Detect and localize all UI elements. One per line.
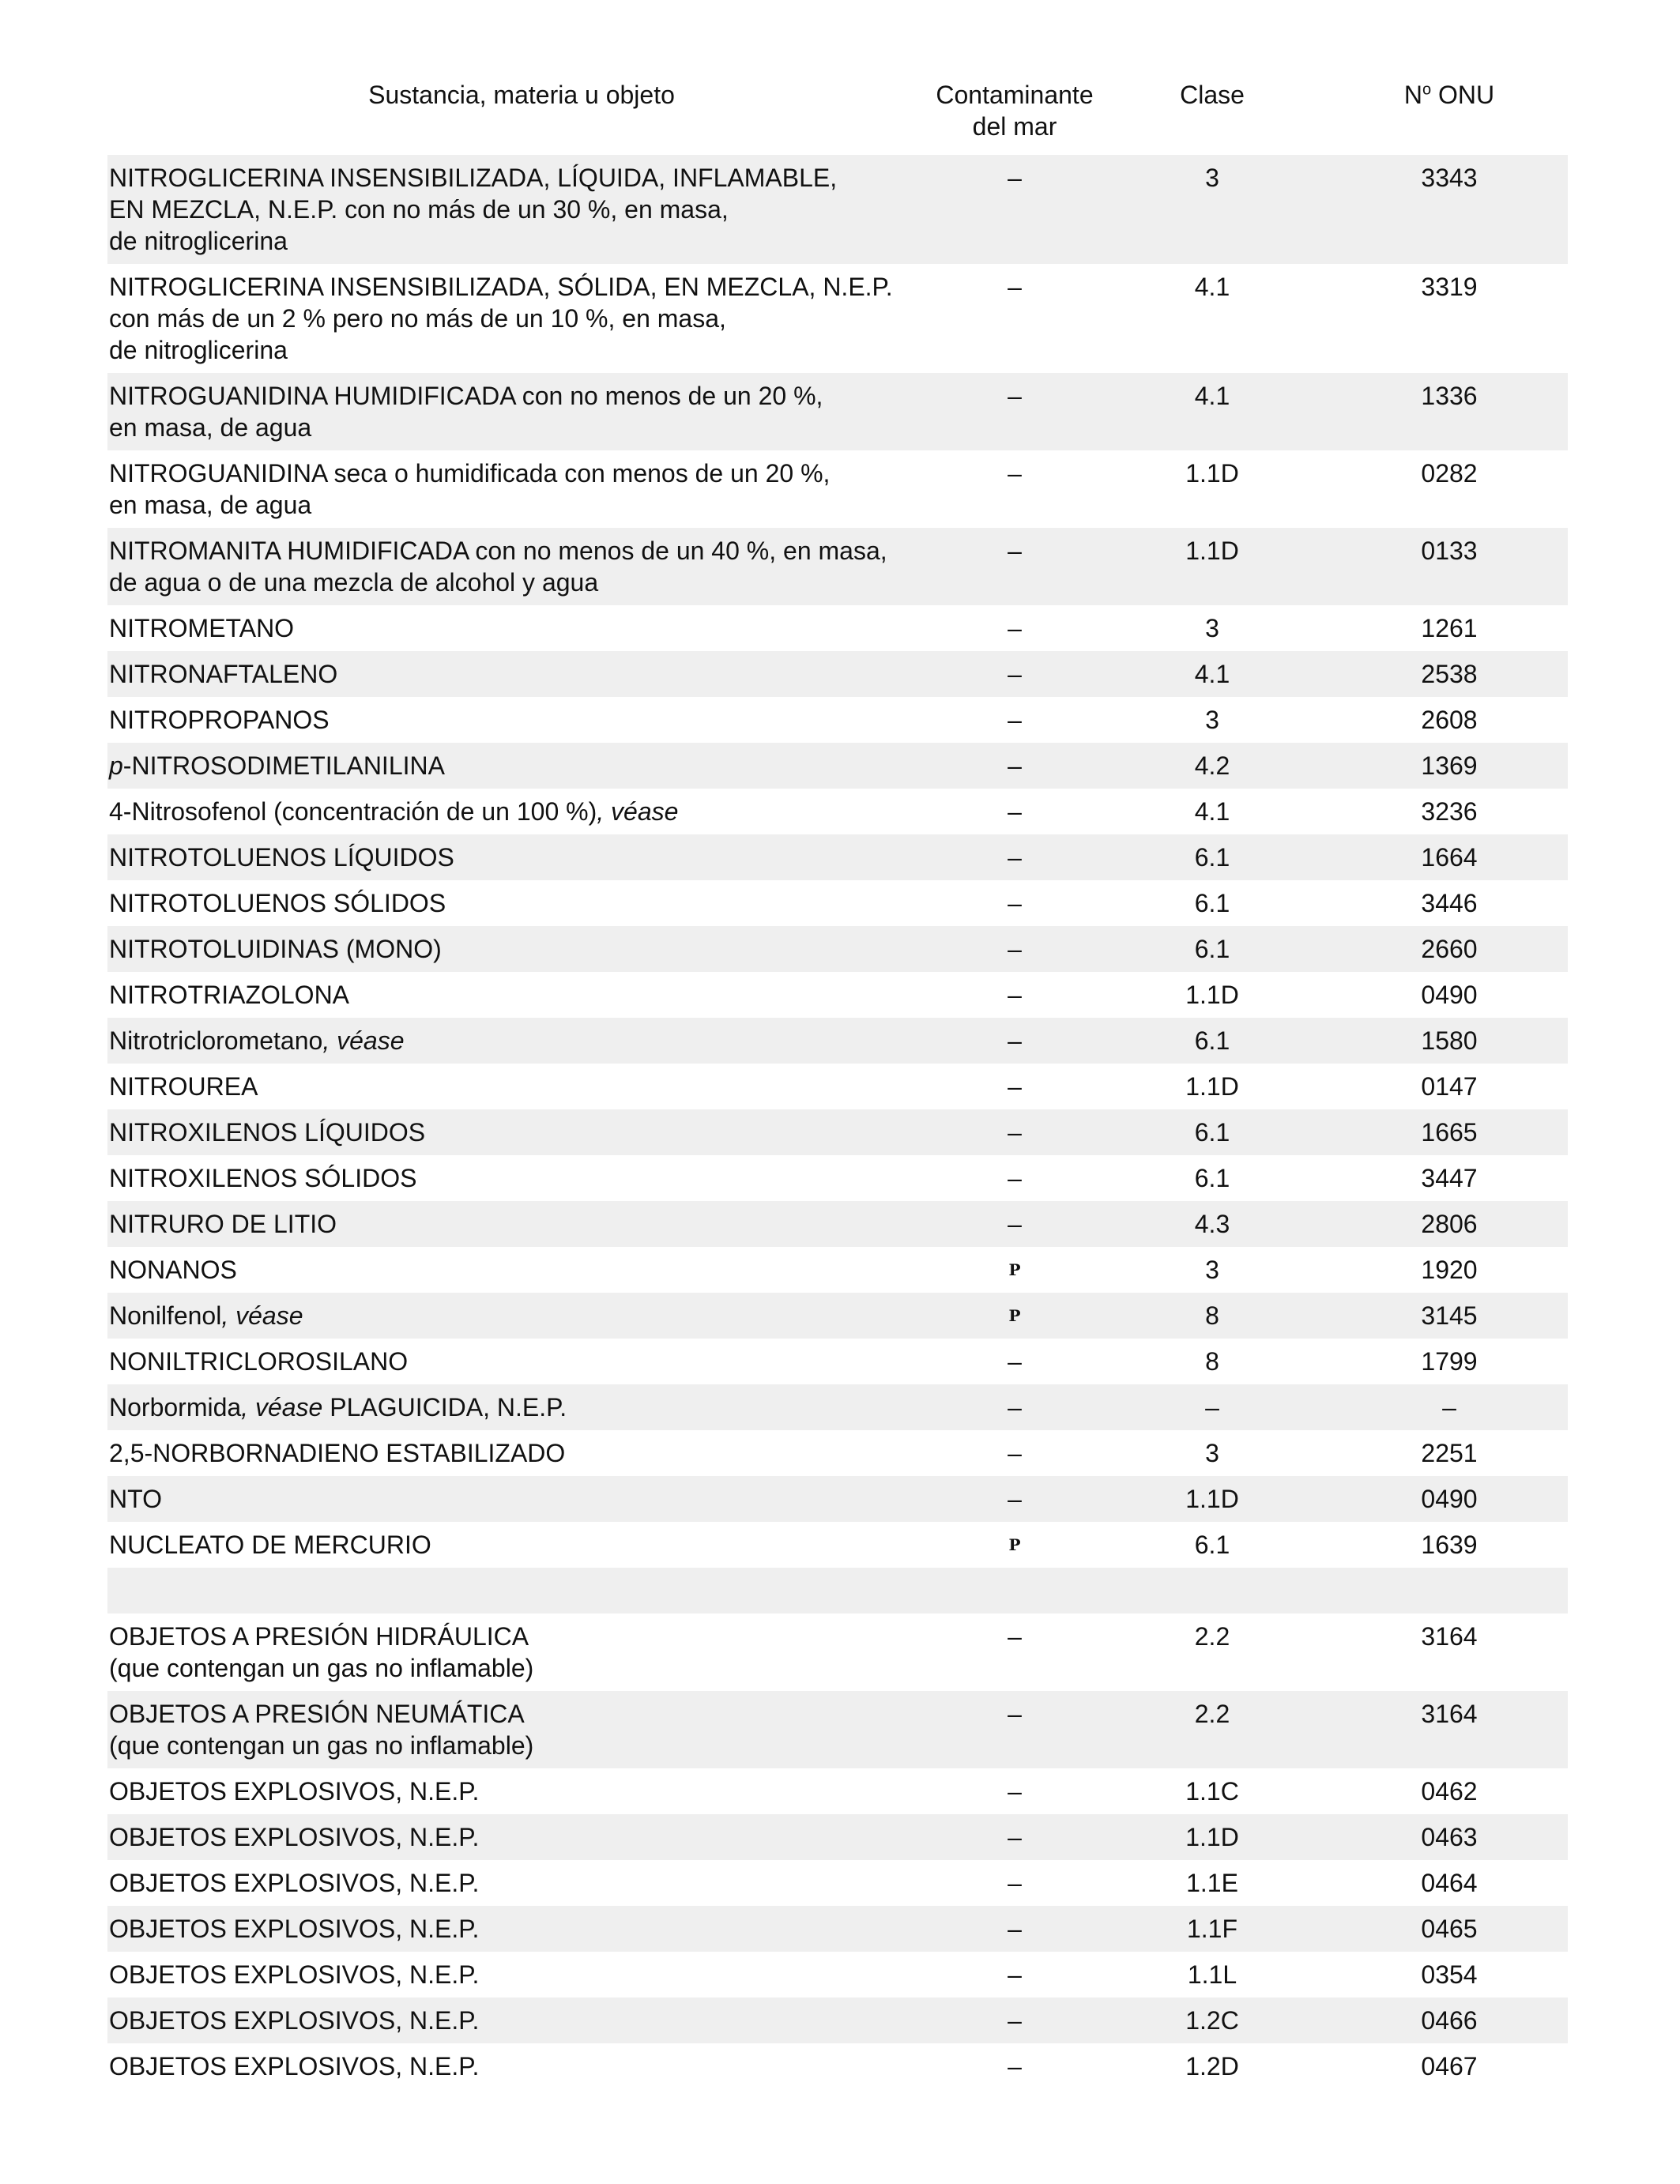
substance-text: OBJETOS EXPLOSIVOS, N.E.P. <box>109 1915 480 1943</box>
header-un-number <box>1331 79 1568 155</box>
cell-un-number: 3236 <box>1331 789 1568 834</box>
marine-pollutant-mark: P <box>936 1247 1094 1293</box>
cell-marine-pollutant <box>936 1568 1094 1614</box>
substance-line <box>109 1821 936 1853</box>
substance-line <box>109 489 936 521</box>
cell-class: 8 <box>1094 1339 1331 1384</box>
cell-substance <box>107 1339 936 1384</box>
table-row <box>107 651 1568 697</box>
substance-text: PLAGUICIDA, N.E.P. <box>322 1393 567 1421</box>
cell-substance <box>107 528 936 605</box>
substance-line <box>109 458 936 489</box>
substance-text: Nitrotriclorometano <box>109 1026 323 1055</box>
cell-un-number: 1920 <box>1331 1247 1568 1293</box>
table-row <box>107 1476 1568 1522</box>
cell-marine-pollutant: – <box>936 1109 1094 1155</box>
substance-text: OBJETOS EXPLOSIVOS, N.E.P. <box>109 2006 480 2035</box>
table-row <box>107 605 1568 651</box>
cell-marine-pollutant: – <box>936 1155 1094 1201</box>
substance-text: NITROXILENOS SÓLIDOS <box>109 1164 417 1192</box>
cell-class: 3 <box>1094 1430 1331 1476</box>
table-row <box>107 1293 1568 1339</box>
substance-line <box>109 225 936 257</box>
table-row <box>107 972 1568 1018</box>
table-body <box>107 155 1568 2089</box>
table-row <box>107 2043 1568 2089</box>
substance-text: NITROMETANO <box>109 614 295 642</box>
cell-un-number: – <box>1331 1384 1568 1430</box>
substance-text: NITROTOLUIDINAS (MONO) <box>109 935 442 963</box>
substance-text: -NITROSODIMETILANILINA <box>122 751 445 780</box>
substance-text: (que contengan un gas no inflamable) <box>109 1731 534 1760</box>
table-row <box>107 155 1568 264</box>
substance-line <box>109 1959 936 1990</box>
table-row <box>107 1691 1568 1768</box>
substance-text-italic: , véase <box>597 797 679 826</box>
substance-line <box>109 2050 936 2082</box>
cell-un-number: 0354 <box>1331 1952 1568 1998</box>
cell-class: 4.1 <box>1094 373 1331 450</box>
substance-text-italic: p <box>109 751 123 780</box>
substance-line <box>109 271 936 303</box>
cell-class: 2.2 <box>1094 1691 1331 1768</box>
cell-class: 1.1E <box>1094 1860 1331 1906</box>
table-row <box>107 1201 1568 1247</box>
cell-class: 6.1 <box>1094 1522 1331 1568</box>
cell-marine-pollutant: – <box>936 1201 1094 1247</box>
substance-text: Norbormida <box>109 1393 242 1421</box>
substance-text: NITROGLICERINA INSENSIBILIZADA, LÍQUIDA, INFLAMABLE, <box>109 164 838 192</box>
cell-substance <box>107 373 936 450</box>
cell-un-number: 0147 <box>1331 1064 1568 1109</box>
cell-class: 3 <box>1094 155 1331 264</box>
substance-text: de nitroglicerina <box>109 227 288 255</box>
cell-un-number: 1580 <box>1331 1018 1568 1064</box>
substance-text-italic: , véase <box>221 1301 303 1330</box>
cell-substance <box>107 1952 936 1998</box>
substance-text: NITROUREA <box>109 1072 258 1101</box>
table-row <box>107 1568 1568 1614</box>
substance-line <box>109 567 936 598</box>
cell-un-number: 3145 <box>1331 1293 1568 1339</box>
cell-substance <box>107 789 936 834</box>
header-un-superscript: o <box>1422 81 1432 99</box>
cell-marine-pollutant: – <box>936 1860 1094 1906</box>
cell-un-number: 0490 <box>1331 1476 1568 1522</box>
cell-class: 1.2C <box>1094 1998 1331 2043</box>
substance-line <box>109 334 936 366</box>
cell-marine-pollutant: – <box>936 880 1094 926</box>
cell-substance <box>107 605 936 651</box>
substance-text: OBJETOS A PRESIÓN HIDRÁULICA <box>109 1622 529 1651</box>
cell-un-number: 0490 <box>1331 972 1568 1018</box>
cell-substance <box>107 834 936 880</box>
cell-un-number: 2538 <box>1331 651 1568 697</box>
substance-text: 4-Nitrosofenol (concentración de un 100 %) <box>109 797 597 826</box>
substance-line <box>109 842 936 873</box>
cell-un-number: 1369 <box>1331 743 1568 789</box>
substance-text: NITROGUANIDINA HUMIDIFICADA con no menos de un 20 %, <box>109 382 823 410</box>
substance-text: NUCLEATO DE MERCURIO <box>109 1531 431 1559</box>
substance-text-italic: , véase <box>241 1393 323 1421</box>
cell-marine-pollutant: – <box>936 373 1094 450</box>
cell-substance <box>107 264 936 373</box>
substance-text: en masa, de agua <box>109 413 312 442</box>
cell-class: 1.1D <box>1094 972 1331 1018</box>
cell-marine-pollutant: – <box>936 1952 1094 1998</box>
substance-text: NITROMANITA HUMIDIFICADA con no menos de un 40 %, en masa, <box>109 537 887 565</box>
table-row <box>107 1522 1568 1568</box>
cell-marine-pollutant: – <box>936 1906 1094 1952</box>
cell-class: 2.2 <box>1094 1614 1331 1691</box>
cell-un-number: 3343 <box>1331 155 1568 264</box>
substance-line <box>109 535 936 567</box>
cell-substance <box>107 1064 936 1109</box>
substance-line <box>109 380 936 412</box>
substance-text: NITROGLICERINA INSENSIBILIZADA, SÓLIDA, EN MEZCLA, N.E.P. <box>109 273 893 301</box>
cell-un-number: 0282 <box>1331 450 1568 528</box>
cell-un-number: 0133 <box>1331 528 1568 605</box>
substance-text-italic: , véase <box>322 1026 405 1055</box>
substance-text: Nonilfenol <box>109 1301 222 1330</box>
substance-text: con más de un 2 % pero no más de un 10 %, en masa, <box>109 304 726 333</box>
table-row <box>107 789 1568 834</box>
cell-substance <box>107 651 936 697</box>
substance-text: en masa, de agua <box>109 491 312 519</box>
table-row <box>107 528 1568 605</box>
cell-substance <box>107 1860 936 1906</box>
cell-un-number: 3164 <box>1331 1614 1568 1691</box>
cell-class: 1.1D <box>1094 1064 1331 1109</box>
cell-class: 1.1F <box>1094 1906 1331 1952</box>
table-row <box>107 743 1568 789</box>
cell-marine-pollutant: – <box>936 926 1094 972</box>
substance-line <box>109 1652 936 1684</box>
cell-un-number: 2806 <box>1331 1201 1568 1247</box>
cell-marine-pollutant: – <box>936 972 1094 1018</box>
substance-line <box>109 1867 936 1899</box>
document-page <box>107 79 1568 2089</box>
cell-un-number: 2251 <box>1331 1430 1568 1476</box>
cell-class <box>1094 1568 1331 1614</box>
cell-un-number: 3446 <box>1331 880 1568 926</box>
cell-class: – <box>1094 1384 1331 1430</box>
substance-text: NITROPROPANOS <box>109 706 330 734</box>
table-row <box>107 1860 1568 1906</box>
cell-substance <box>107 1906 936 1952</box>
cell-marine-pollutant: – <box>936 605 1094 651</box>
cell-un-number: 0466 <box>1331 1998 1568 2043</box>
cell-substance <box>107 1522 936 1568</box>
substance-text: OBJETOS A PRESIÓN NEUMÁTICA <box>109 1700 525 1728</box>
substance-text: NITRURO DE LITIO <box>109 1210 337 1238</box>
cell-un-number: 0467 <box>1331 2043 1568 2089</box>
cell-substance <box>107 1018 936 1064</box>
cell-substance <box>107 1109 936 1155</box>
cell-substance <box>107 1384 936 1430</box>
substance-text: OBJETOS EXPLOSIVOS, N.E.P. <box>109 1869 480 1897</box>
table-header <box>107 79 1568 155</box>
table-row <box>107 1998 1568 2043</box>
cell-class: 4.3 <box>1094 1201 1331 1247</box>
cell-substance <box>107 697 936 743</box>
cell-un-number: 0462 <box>1331 1768 1568 1814</box>
cell-un-number: 0463 <box>1331 1814 1568 1860</box>
cell-marine-pollutant: – <box>936 528 1094 605</box>
cell-marine-pollutant: – <box>936 1064 1094 1109</box>
header-un-prefix: N <box>1403 81 1422 109</box>
substance-line <box>109 1162 936 1194</box>
cell-marine-pollutant: – <box>936 1339 1094 1384</box>
cell-marine-pollutant: – <box>936 651 1094 697</box>
cell-marine-pollutant: – <box>936 1614 1094 1691</box>
cell-substance <box>107 743 936 789</box>
substance-line <box>109 2005 936 2036</box>
cell-un-number: 1336 <box>1331 373 1568 450</box>
table-row <box>107 1768 1568 1814</box>
cell-un-number: 1639 <box>1331 1522 1568 1568</box>
header-marine-pollutant-line1: Contaminante <box>936 81 1094 109</box>
table-row <box>107 1064 1568 1109</box>
substance-line <box>109 1529 936 1561</box>
substance-text: NITRONAFTALENO <box>109 660 338 688</box>
substance-text: NITROXILENOS LÍQUIDOS <box>109 1118 426 1147</box>
substance-line <box>109 412 936 443</box>
cell-un-number: 0465 <box>1331 1906 1568 1952</box>
table-row <box>107 1814 1568 1860</box>
substance-line <box>109 1730 936 1761</box>
cell-un-number: 1799 <box>1331 1339 1568 1384</box>
cell-un-number: 0464 <box>1331 1860 1568 1906</box>
substance-line <box>109 979 936 1011</box>
cell-class: 1.1D <box>1094 1814 1331 1860</box>
substance-text: OBJETOS EXPLOSIVOS, N.E.P. <box>109 2052 480 2080</box>
cell-class: 6.1 <box>1094 1018 1331 1064</box>
header-un-suffix: ONU <box>1431 81 1495 109</box>
table-row <box>107 1247 1568 1293</box>
cell-marine-pollutant: – <box>936 450 1094 528</box>
cell-substance <box>107 2043 936 2089</box>
substance-line <box>109 1775 936 1807</box>
cell-substance <box>107 1568 936 1614</box>
substance-line <box>109 1391 936 1423</box>
cell-class: 1.1D <box>1094 528 1331 605</box>
cell-class: 3 <box>1094 697 1331 743</box>
cell-substance <box>107 155 936 264</box>
substance-line <box>109 194 936 225</box>
table-row <box>107 1952 1568 1998</box>
cell-class: 6.1 <box>1094 834 1331 880</box>
cell-un-number: 2660 <box>1331 926 1568 972</box>
cell-class: 1.2D <box>1094 2043 1331 2089</box>
table-row <box>107 1155 1568 1201</box>
cell-un-number: 1261 <box>1331 605 1568 651</box>
substance-line <box>109 1025 936 1056</box>
cell-un-number: 3447 <box>1331 1155 1568 1201</box>
substance-text: OBJETOS EXPLOSIVOS, N.E.P. <box>109 1960 480 1989</box>
cell-marine-pollutant: – <box>936 1384 1094 1430</box>
substance-line <box>109 303 936 334</box>
marine-pollutant-mark: P <box>936 1522 1094 1568</box>
cell-class: 4.1 <box>1094 651 1331 697</box>
substance-text: (que contengan un gas no inflamable) <box>109 1654 534 1682</box>
substance-line <box>109 1621 936 1652</box>
substance-line <box>109 1208 936 1240</box>
substance-line <box>109 1437 936 1469</box>
marine-pollutant-mark: P <box>936 1293 1094 1339</box>
cell-marine-pollutant: – <box>936 1430 1094 1476</box>
substance-text: NITROTOLUENOS SÓLIDOS <box>109 889 446 917</box>
cell-marine-pollutant: – <box>936 264 1094 373</box>
substance-line <box>109 1913 936 1945</box>
substance-line <box>109 612 936 644</box>
cell-marine-pollutant: – <box>936 743 1094 789</box>
cell-class: 4.1 <box>1094 264 1331 373</box>
table-row <box>107 1906 1568 1952</box>
cell-class: 6.1 <box>1094 1155 1331 1201</box>
cell-substance <box>107 1155 936 1201</box>
cell-substance <box>107 926 936 972</box>
cell-un-number: 3164 <box>1331 1691 1568 1768</box>
cell-substance <box>107 972 936 1018</box>
cell-marine-pollutant: – <box>936 2043 1094 2089</box>
substance-text: de nitroglicerina <box>109 336 288 364</box>
cell-substance <box>107 1476 936 1522</box>
cell-class: 6.1 <box>1094 926 1331 972</box>
cell-un-number: 1664 <box>1331 834 1568 880</box>
substance-line <box>109 1116 936 1148</box>
cell-substance <box>107 1293 936 1339</box>
dangerous-goods-table <box>107 79 1568 2089</box>
substance-text: NTO <box>109 1485 162 1513</box>
cell-substance <box>107 1247 936 1293</box>
table-row <box>107 880 1568 926</box>
substance-text: EN MEZCLA, N.E.P. con no más de un 30 %, en masa, <box>109 195 729 224</box>
substance-text: NITROGUANIDINA seca o humidificada con menos de un 20 %, <box>109 459 831 488</box>
header-substance: Sustancia, materia u objeto <box>368 81 675 109</box>
header-marine-pollutant <box>936 79 1094 155</box>
cell-class: 1.1L <box>1094 1952 1331 1998</box>
header-class: Clase <box>1180 81 1245 109</box>
cell-marine-pollutant: – <box>936 155 1094 264</box>
substance-line <box>109 1071 936 1102</box>
substance-line <box>109 162 936 194</box>
table-row <box>107 926 1568 972</box>
cell-class: 6.1 <box>1094 880 1331 926</box>
substance-line <box>109 704 936 736</box>
cell-substance <box>107 1691 936 1768</box>
cell-class: 1.1D <box>1094 450 1331 528</box>
cell-substance <box>107 880 936 926</box>
table-row <box>107 697 1568 743</box>
substance-text: NONANOS <box>109 1256 237 1284</box>
substance-line <box>109 1698 936 1730</box>
cell-marine-pollutant: – <box>936 834 1094 880</box>
table-row <box>107 1109 1568 1155</box>
cell-class: 1.1C <box>1094 1768 1331 1814</box>
cell-class: 8 <box>1094 1293 1331 1339</box>
cell-un-number <box>1331 1568 1568 1614</box>
cell-class: 4.2 <box>1094 743 1331 789</box>
cell-substance <box>107 1430 936 1476</box>
cell-class: 3 <box>1094 605 1331 651</box>
table-row <box>107 834 1568 880</box>
substance-text: OBJETOS EXPLOSIVOS, N.E.P. <box>109 1823 480 1851</box>
table-row <box>107 1018 1568 1064</box>
substance-text: NITROTOLUENOS LÍQUIDOS <box>109 843 454 872</box>
substance-text: 2,5-NORBORNADIENO ESTABILIZADO <box>109 1439 566 1467</box>
substance-text: OBJETOS EXPLOSIVOS, N.E.P. <box>109 1777 480 1806</box>
cell-un-number: 2608 <box>1331 697 1568 743</box>
table-row <box>107 1614 1568 1691</box>
cell-marine-pollutant: – <box>936 1814 1094 1860</box>
table-row <box>107 264 1568 373</box>
substance-line <box>109 1300 936 1331</box>
substance-line <box>109 933 936 965</box>
cell-class: 1.1D <box>1094 1476 1331 1522</box>
table-row <box>107 373 1568 450</box>
substance-line <box>109 1346 936 1377</box>
cell-marine-pollutant: – <box>936 1768 1094 1814</box>
substance-text: NITROTRIAZOLONA <box>109 981 350 1009</box>
table-row <box>107 1339 1568 1384</box>
cell-substance <box>107 1814 936 1860</box>
cell-substance <box>107 1768 936 1814</box>
cell-substance <box>107 1201 936 1247</box>
cell-marine-pollutant: – <box>936 1691 1094 1768</box>
substance-line <box>109 750 936 781</box>
substance-line <box>109 658 936 690</box>
cell-marine-pollutant: – <box>936 1476 1094 1522</box>
substance-text: de agua o de una mezcla de alcohol y agua <box>109 568 599 597</box>
substance-line <box>109 1254 936 1286</box>
cell-class: 6.1 <box>1094 1109 1331 1155</box>
cell-class: 4.1 <box>1094 789 1331 834</box>
cell-substance <box>107 1614 936 1691</box>
cell-marine-pollutant: – <box>936 697 1094 743</box>
table-row <box>107 450 1568 528</box>
cell-substance <box>107 1998 936 2043</box>
table-row <box>107 1430 1568 1476</box>
cell-class: 3 <box>1094 1247 1331 1293</box>
cell-un-number: 1665 <box>1331 1109 1568 1155</box>
cell-marine-pollutant: – <box>936 1018 1094 1064</box>
substance-line <box>109 1483 936 1515</box>
cell-marine-pollutant: – <box>936 789 1094 834</box>
cell-substance <box>107 450 936 528</box>
substance-line <box>109 887 936 919</box>
cell-un-number: 3319 <box>1331 264 1568 373</box>
table-row <box>107 1384 1568 1430</box>
substance-line <box>109 796 936 827</box>
cell-marine-pollutant: – <box>936 1998 1094 2043</box>
header-marine-pollutant-line2: del mar <box>972 112 1057 141</box>
substance-text: NONILTRICLOROSILANO <box>109 1347 409 1376</box>
